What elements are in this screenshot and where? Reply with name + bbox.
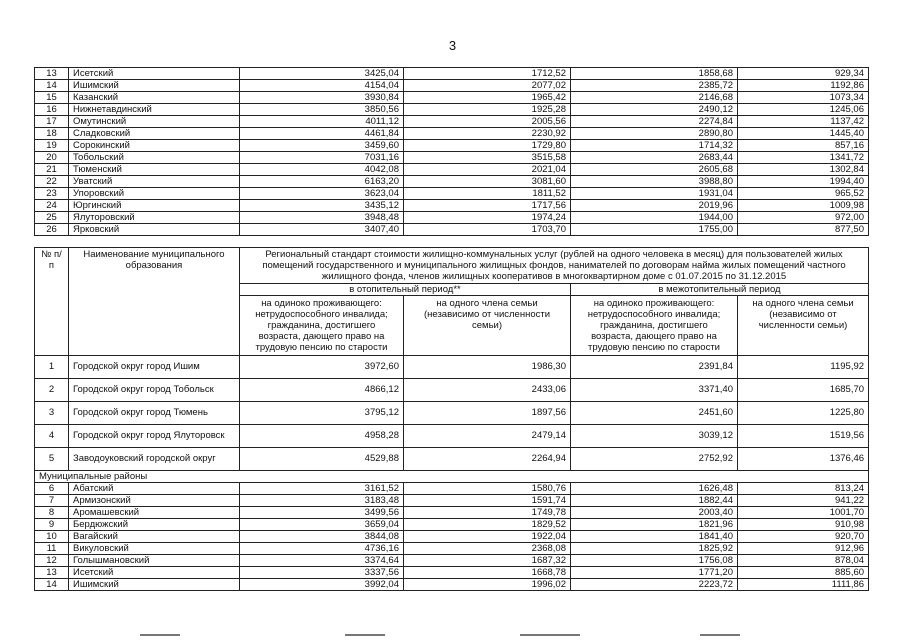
value-heating-single: 3850,56 bbox=[240, 104, 404, 116]
row-name: Уватский bbox=[69, 176, 240, 188]
row-name: Упоровский bbox=[69, 188, 240, 200]
row-number: 9 bbox=[35, 519, 69, 531]
row-number: 6 bbox=[35, 483, 69, 495]
value-nonheating-single: 2223,72 bbox=[571, 579, 738, 591]
value-nonheating-member: 1341,72 bbox=[738, 152, 869, 164]
value-heating-single: 3161,52 bbox=[240, 483, 404, 495]
table-row bbox=[35, 80, 869, 92]
row-name: Исетский bbox=[69, 567, 240, 579]
value-nonheating-member: 885,60 bbox=[738, 567, 869, 579]
value-heating-member: 1811,52 bbox=[404, 188, 571, 200]
row-number: 13 bbox=[35, 68, 69, 80]
table-row bbox=[35, 495, 869, 507]
row-name: Армизонский bbox=[69, 495, 240, 507]
row-name: Казанский bbox=[69, 92, 240, 104]
value-heating-member: 1996,02 bbox=[404, 579, 571, 591]
row-name: Омутинский bbox=[69, 116, 240, 128]
value-heating-member: 2230,92 bbox=[404, 128, 571, 140]
row-number: 7 bbox=[35, 495, 69, 507]
table-row bbox=[35, 188, 869, 200]
value-heating-single: 7031,16 bbox=[240, 152, 404, 164]
value-nonheating-member: 1195,92 bbox=[738, 356, 869, 379]
row-name: Тобольский bbox=[69, 152, 240, 164]
value-heating-single: 4529,88 bbox=[240, 448, 404, 471]
row-name: Городской округ город Ишим bbox=[69, 356, 240, 379]
value-heating-member: 3081,60 bbox=[404, 176, 571, 188]
value-nonheating-single: 1714,32 bbox=[571, 140, 738, 152]
value-heating-member: 1703,70 bbox=[404, 224, 571, 236]
row-name: Сорокинский bbox=[69, 140, 240, 152]
table-row bbox=[35, 379, 869, 402]
value-heating-member: 1965,42 bbox=[404, 92, 571, 104]
value-nonheating-single: 2490,12 bbox=[571, 104, 738, 116]
value-heating-member: 1749,78 bbox=[404, 507, 571, 519]
row-name: Городской округ город Тобольск bbox=[69, 379, 240, 402]
table-row bbox=[35, 164, 869, 176]
value-nonheating-single: 1771,20 bbox=[571, 567, 738, 579]
row-name: Абатский bbox=[69, 483, 240, 495]
value-nonheating-single: 2003,40 bbox=[571, 507, 738, 519]
row-name: Аромашевский bbox=[69, 507, 240, 519]
bottom-rule bbox=[700, 634, 740, 636]
value-heating-single: 3459,60 bbox=[240, 140, 404, 152]
header-nonheating: в межотопительный период bbox=[571, 284, 869, 296]
row-name: Городской округ город Тюмень bbox=[69, 402, 240, 425]
value-nonheating-member: 910,98 bbox=[738, 519, 869, 531]
table-row bbox=[35, 128, 869, 140]
value-nonheating-member: 1445,40 bbox=[738, 128, 869, 140]
value-heating-member: 2479,14 bbox=[404, 425, 571, 448]
row-name: Бердюжский bbox=[69, 519, 240, 531]
row-number: 2 bbox=[35, 379, 69, 402]
row-name: Голышмановский bbox=[69, 555, 240, 567]
value-heating-member: 1729,80 bbox=[404, 140, 571, 152]
value-nonheating-single: 2605,68 bbox=[571, 164, 738, 176]
table-row bbox=[35, 402, 869, 425]
header-heating-member: на одного члена семьи (независимо от численности семьи) bbox=[404, 296, 571, 356]
table-row bbox=[35, 224, 869, 236]
row-number: 4 bbox=[35, 425, 69, 448]
header-title: Региональный стандарт стоимости жилищно-коммунальных услуг (рублей на одного человека в месяц) для пользователей жилых помещений государственного и муниципального жилищных фондов, нанимателей по договорам найма жилых помещений частного жилищного фонда, членов жилищных кооперативов в многоквартирном доме с 01.07.2015 по 31.12.2015 bbox=[240, 248, 869, 284]
value-nonheating-single: 3988,80 bbox=[571, 176, 738, 188]
value-nonheating-single: 2274,84 bbox=[571, 116, 738, 128]
value-nonheating-member: 1519,56 bbox=[738, 425, 869, 448]
row-number: 11 bbox=[35, 543, 69, 555]
value-heating-single: 4042,08 bbox=[240, 164, 404, 176]
table-row bbox=[35, 507, 869, 519]
value-nonheating-member: 1376,46 bbox=[738, 448, 869, 471]
value-heating-member: 1712,52 bbox=[404, 68, 571, 80]
row-number: 3 bbox=[35, 402, 69, 425]
value-nonheating-single: 1841,40 bbox=[571, 531, 738, 543]
value-heating-single: 3183,48 bbox=[240, 495, 404, 507]
table-row bbox=[35, 116, 869, 128]
row-number: 5 bbox=[35, 448, 69, 471]
value-heating-single: 3972,60 bbox=[240, 356, 404, 379]
row-number: 13 bbox=[35, 567, 69, 579]
value-heating-single: 3659,04 bbox=[240, 519, 404, 531]
value-nonheating-single: 2752,92 bbox=[571, 448, 738, 471]
value-nonheating-single: 1931,04 bbox=[571, 188, 738, 200]
row-number: 22 bbox=[35, 176, 69, 188]
row-name: Вагайский bbox=[69, 531, 240, 543]
table-row bbox=[35, 356, 869, 379]
value-nonheating-single: 1882,44 bbox=[571, 495, 738, 507]
value-heating-member: 1986,30 bbox=[404, 356, 571, 379]
row-number: 14 bbox=[35, 579, 69, 591]
row-number: 8 bbox=[35, 507, 69, 519]
value-heating-member: 1717,56 bbox=[404, 200, 571, 212]
row-name: Юргинский bbox=[69, 200, 240, 212]
value-nonheating-member: 941,22 bbox=[738, 495, 869, 507]
value-heating-member: 3515,58 bbox=[404, 152, 571, 164]
row-name: Викуловский bbox=[69, 543, 240, 555]
value-heating-member: 2005,56 bbox=[404, 116, 571, 128]
table-row bbox=[35, 425, 869, 448]
value-nonheating-member: 1245,06 bbox=[738, 104, 869, 116]
table-row bbox=[35, 140, 869, 152]
value-heating-single: 3425,04 bbox=[240, 68, 404, 80]
header-heating: в отопительный период** bbox=[240, 284, 571, 296]
row-number: 25 bbox=[35, 212, 69, 224]
value-nonheating-member: 877,50 bbox=[738, 224, 869, 236]
value-nonheating-single: 3371,40 bbox=[571, 379, 738, 402]
value-heating-member: 1829,52 bbox=[404, 519, 571, 531]
value-nonheating-single: 1756,08 bbox=[571, 555, 738, 567]
row-name: Нижнетавдинский bbox=[69, 104, 240, 116]
row-number: 18 bbox=[35, 128, 69, 140]
value-heating-member: 1974,24 bbox=[404, 212, 571, 224]
table-row bbox=[35, 531, 869, 543]
value-heating-single: 4866,12 bbox=[240, 379, 404, 402]
value-nonheating-single: 2451,60 bbox=[571, 402, 738, 425]
row-name: Заводоуковский городской округ bbox=[69, 448, 240, 471]
value-heating-member: 2021,04 bbox=[404, 164, 571, 176]
header-col-num: № п/п bbox=[35, 248, 69, 356]
value-nonheating-single: 1821,96 bbox=[571, 519, 738, 531]
value-nonheating-single: 2890,80 bbox=[571, 128, 738, 140]
table-row bbox=[35, 176, 869, 188]
value-heating-single: 6163,20 bbox=[240, 176, 404, 188]
value-nonheating-member: 929,34 bbox=[738, 68, 869, 80]
value-nonheating-single: 1858,68 bbox=[571, 68, 738, 80]
header-nonheating-single: на одиноко проживающего: нетрудоспособного инвалида; гражданина, достигшего возраста, дающего право на трудовую пенсию по старости bbox=[571, 296, 738, 356]
table-row bbox=[35, 483, 869, 495]
row-number: 19 bbox=[35, 140, 69, 152]
value-nonheating-member: 1994,40 bbox=[738, 176, 869, 188]
value-nonheating-single: 2019,96 bbox=[571, 200, 738, 212]
bottom-rule bbox=[345, 634, 385, 636]
value-nonheating-member: 1111,86 bbox=[738, 579, 869, 591]
value-heating-member: 1897,56 bbox=[404, 402, 571, 425]
value-heating-single: 3930,84 bbox=[240, 92, 404, 104]
value-heating-single: 3948,48 bbox=[240, 212, 404, 224]
row-number: 20 bbox=[35, 152, 69, 164]
value-heating-member: 1922,04 bbox=[404, 531, 571, 543]
table-row bbox=[35, 567, 869, 579]
value-nonheating-single: 1944,00 bbox=[571, 212, 738, 224]
value-nonheating-member: 1009,98 bbox=[738, 200, 869, 212]
table-row bbox=[35, 104, 869, 116]
row-number: 24 bbox=[35, 200, 69, 212]
row-name: Городской округ город Ялуторовск bbox=[69, 425, 240, 448]
row-number: 12 bbox=[35, 555, 69, 567]
value-heating-single: 3992,04 bbox=[240, 579, 404, 591]
value-nonheating-member: 857,16 bbox=[738, 140, 869, 152]
row-number: 16 bbox=[35, 104, 69, 116]
value-heating-member: 1591,74 bbox=[404, 495, 571, 507]
header-col-name: Наименование муниципального образования bbox=[69, 248, 240, 356]
value-nonheating-member: 1225,80 bbox=[738, 402, 869, 425]
value-heating-single: 4958,28 bbox=[240, 425, 404, 448]
table-row bbox=[35, 92, 869, 104]
section-municipal-districts: Муниципальные районы bbox=[35, 471, 869, 483]
value-nonheating-single: 1755,00 bbox=[571, 224, 738, 236]
top-table bbox=[34, 67, 869, 236]
value-heating-single: 4736,16 bbox=[240, 543, 404, 555]
value-nonheating-member: 912,96 bbox=[738, 543, 869, 555]
row-number: 21 bbox=[35, 164, 69, 176]
value-nonheating-member: 1001,70 bbox=[738, 507, 869, 519]
table-row bbox=[35, 579, 869, 591]
value-heating-member: 2433,06 bbox=[404, 379, 571, 402]
value-nonheating-member: 965,52 bbox=[738, 188, 869, 200]
main-table bbox=[34, 247, 869, 591]
value-heating-member: 1687,32 bbox=[404, 555, 571, 567]
row-name: Ялуторовский bbox=[69, 212, 240, 224]
value-heating-single: 3499,56 bbox=[240, 507, 404, 519]
value-heating-single: 3337,56 bbox=[240, 567, 404, 579]
row-number: 15 bbox=[35, 92, 69, 104]
value-heating-single: 3795,12 bbox=[240, 402, 404, 425]
value-heating-single: 3844,08 bbox=[240, 531, 404, 543]
bottom-rule bbox=[520, 634, 580, 636]
page-number: 3 bbox=[448, 38, 457, 53]
value-nonheating-member: 1192,86 bbox=[738, 80, 869, 92]
row-number: 10 bbox=[35, 531, 69, 543]
value-nonheating-member: 1073,34 bbox=[738, 92, 869, 104]
value-nonheating-single: 2391,84 bbox=[571, 356, 738, 379]
value-heating-member: 2368,08 bbox=[404, 543, 571, 555]
value-heating-single: 3374,64 bbox=[240, 555, 404, 567]
row-number: 17 bbox=[35, 116, 69, 128]
row-name: Исетский bbox=[69, 68, 240, 80]
value-nonheating-member: 1685,70 bbox=[738, 379, 869, 402]
header-heating-single: на одиноко проживающего: нетрудоспособного инвалида; гражданина, достигшего возраста, дающего право на трудовую пенсию по старости bbox=[240, 296, 404, 356]
value-heating-single: 3435,12 bbox=[240, 200, 404, 212]
row-name: Ишимский bbox=[69, 80, 240, 92]
value-heating-single: 4011,12 bbox=[240, 116, 404, 128]
row-name: Ишимский bbox=[69, 579, 240, 591]
table-row bbox=[35, 68, 869, 80]
value-nonheating-single: 1626,48 bbox=[571, 483, 738, 495]
value-heating-single: 4154,04 bbox=[240, 80, 404, 92]
row-name: Тюменский bbox=[69, 164, 240, 176]
value-nonheating-single: 2683,44 bbox=[571, 152, 738, 164]
bottom-rule bbox=[140, 634, 180, 636]
row-number: 14 bbox=[35, 80, 69, 92]
table-row bbox=[35, 200, 869, 212]
value-nonheating-single: 3039,12 bbox=[571, 425, 738, 448]
table-row bbox=[35, 152, 869, 164]
row-name: Ярковский bbox=[69, 224, 240, 236]
table-row bbox=[35, 519, 869, 531]
value-heating-single: 3623,04 bbox=[240, 188, 404, 200]
value-nonheating-member: 1302,84 bbox=[738, 164, 869, 176]
table-row bbox=[35, 555, 869, 567]
row-name: Сладковский bbox=[69, 128, 240, 140]
value-nonheating-member: 878,04 bbox=[738, 555, 869, 567]
row-number: 26 bbox=[35, 224, 69, 236]
header-nonheating-member: на одного члена семьи (независимо от численности семьи) bbox=[738, 296, 869, 356]
value-heating-member: 1668,78 bbox=[404, 567, 571, 579]
table-row bbox=[35, 212, 869, 224]
table-row bbox=[35, 448, 869, 471]
row-number: 23 bbox=[35, 188, 69, 200]
value-heating-member: 1580,76 bbox=[404, 483, 571, 495]
row-number: 1 bbox=[35, 356, 69, 379]
value-nonheating-single: 1825,92 bbox=[571, 543, 738, 555]
value-heating-single: 3407,40 bbox=[240, 224, 404, 236]
value-heating-member: 1925,28 bbox=[404, 104, 571, 116]
value-nonheating-single: 2146,68 bbox=[571, 92, 738, 104]
value-nonheating-member: 920,70 bbox=[738, 531, 869, 543]
value-heating-member: 2264,94 bbox=[404, 448, 571, 471]
value-nonheating-member: 813,24 bbox=[738, 483, 869, 495]
value-nonheating-member: 972,00 bbox=[738, 212, 869, 224]
value-nonheating-member: 1137,42 bbox=[738, 116, 869, 128]
value-heating-single: 4461,84 bbox=[240, 128, 404, 140]
value-heating-member: 2077,02 bbox=[404, 80, 571, 92]
table-row bbox=[35, 543, 869, 555]
value-nonheating-single: 2385,72 bbox=[571, 80, 738, 92]
